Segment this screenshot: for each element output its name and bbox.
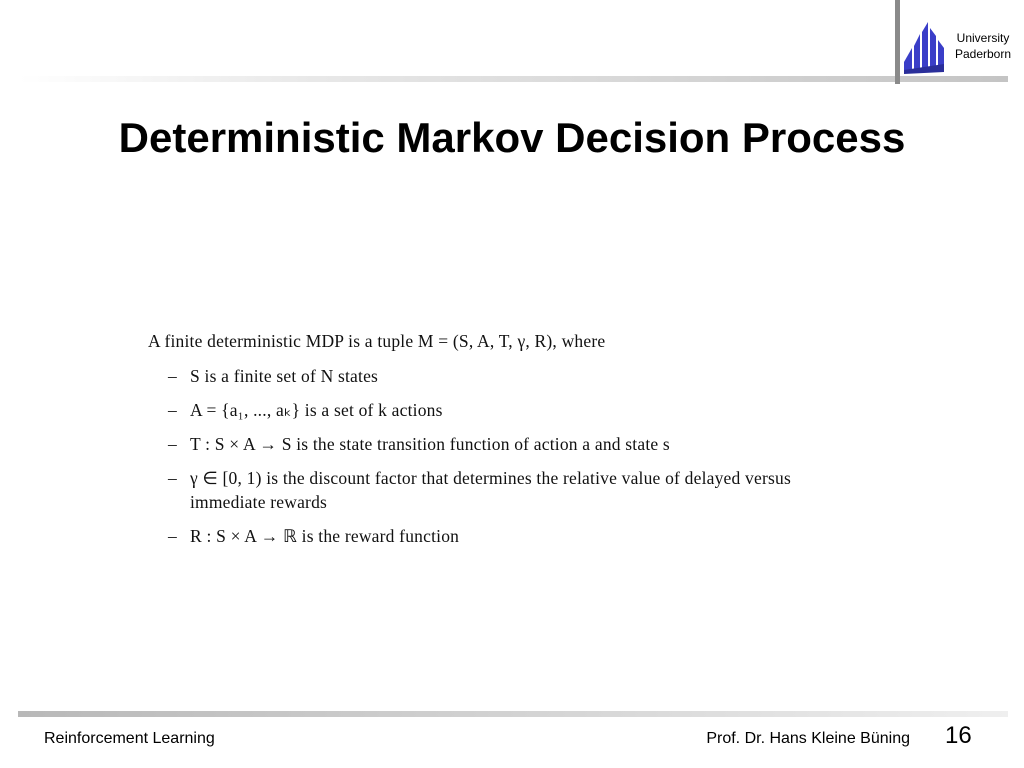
university-name-line2: Paderborn: [954, 47, 1012, 61]
bullet-text: S is a finite set of N states: [190, 366, 379, 386]
slide-content: [148, 328, 828, 558]
bullet-dash: –: [168, 400, 177, 420]
slide-title: Deterministic Markov Decision Process: [118, 114, 906, 161]
bullet-discount-factor: [148, 466, 828, 514]
bullet-dash: –: [168, 468, 177, 488]
mdp-definition-intro: A finite deterministic MDP is a tuple M = (S, A, T, γ, R), where: [148, 331, 606, 351]
university-name-line1: University: [956, 31, 1010, 45]
bullet-reward-function: [148, 524, 828, 548]
bullet-states: [148, 364, 828, 388]
university-name: [948, 30, 1018, 62]
bullet-text: R : S × A → ℝ is the reward function: [190, 526, 460, 546]
university-logo-icon: [902, 18, 946, 74]
bullet-text: A = {a₁, ..., aₖ} is a set of k actions: [190, 400, 443, 420]
footer-course: Reinforcement Learning: [44, 730, 215, 747]
header-vertical-rule: [895, 0, 900, 84]
bullet-text: γ ∈ [0, 1) is the discount factor that determines the relative value of delayed versus immediate rewards: [190, 468, 791, 512]
bullet-dash: –: [168, 526, 177, 546]
header-rule: [18, 76, 1008, 82]
university-logo-graphic: [902, 18, 946, 74]
footer-rule: [18, 711, 1008, 717]
bullet-dash: –: [168, 366, 177, 386]
bullet-transition-function: [148, 432, 828, 456]
footer-author: Prof. Dr. Hans Kleine Büning: [706, 730, 910, 747]
bullet-text: T : S × A → S is the state transition function of action a and state s: [190, 434, 670, 454]
page-number: 16: [945, 722, 972, 749]
bullet-dash: –: [168, 434, 177, 454]
bullet-actions: [148, 398, 828, 422]
